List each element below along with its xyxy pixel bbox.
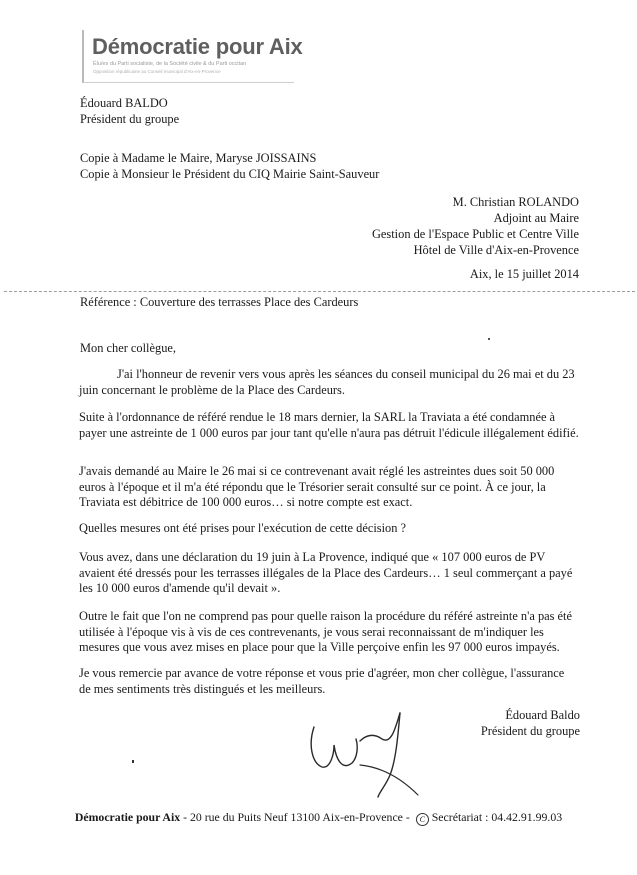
signature-name: Édouard Baldo [505, 708, 580, 722]
body-paragraph [79, 464, 579, 511]
footer [0, 810, 637, 826]
footer-org: Démocratie pour Aix [74, 810, 181, 824]
paragraph-text: J'avais demandé au Maire le 26 mai si ce contrevenant avait réglé les astreintes dues soit 50 000 euros à l'époque et il m'a été répondu que le Trésorier serait consulté sur ce point. À ce jour, la Traviata est débitrice de 100 000 euros… si notre compte est exact. [79, 464, 555, 509]
body-paragraph [79, 410, 579, 441]
paragraph-text: Suite à l'ordonnance de référé rendue le 18 mars dernier, la SARL la Traviata a été condamnée à payer une astreinte de 1 000 euros par jour tant qu'elle n'aura pas détruit l'édicule illégalement édifié. [79, 410, 579, 440]
salutation: Mon cher collègue, [80, 341, 176, 355]
letterhead-title: Démocratie pour Aix [92, 34, 303, 59]
copy-line-ciq: Copie à Monsieur le Président du CIQ Mairie Saint-Sauveur [80, 167, 380, 181]
paragraph-text: Quelles mesures ont été prises pour l'exécution de cette décision ? [79, 521, 407, 535]
ink-speck [132, 760, 134, 763]
paragraph-text: Outre le fait que l'on ne comprend pas pour quelle raison la procédure du référé astreinte n'a pas été utilisée à l'époque vis à vis de ces contrevenants, je vous serai reconnaissant de m'indiquer les mesures que vous avez mises en place pour que la Ville perçoive enfin les 97 000 euros impayés. [79, 609, 572, 654]
reference-line: Référence : Couverture des terrasses Place des Cardeurs [80, 295, 359, 309]
footer-address: - 20 rue du Puits Neuf 13100 Aix-en-Provence - [180, 810, 413, 824]
recipient-title: Adjoint au Maire [493, 211, 579, 225]
sender-role: Président du groupe [80, 112, 180, 126]
ink-speck [488, 338, 490, 340]
phone-icon: C [416, 813, 429, 826]
copy-line-mayor: Copie à Madame le Maire, Maryse JOISSAINS [80, 151, 317, 165]
paragraph-text: Je vous remercie par avance de votre réponse et vous prie d'agréer, mon cher collègue, l'assurance de mes sentiments très distingués et les meilleurs. [79, 666, 565, 696]
body-paragraph [79, 521, 579, 537]
place-date: Aix, le 15 juillet 2014 [469, 267, 579, 281]
recipient-address: Hôtel de Ville d'Aix-en-Provence [413, 243, 579, 257]
body-paragraph [79, 367, 579, 398]
separator-line [4, 291, 635, 292]
footer-phone: Secrétariat : 04.42.91.99.03 [431, 810, 563, 824]
recipient-department: Gestion de l'Espace Public et Centre Ville [371, 227, 579, 241]
signature-role: Président du groupe [480, 724, 580, 738]
body-paragraph [79, 609, 579, 656]
handwritten-signature [300, 705, 440, 805]
letterhead-subtitle-2: Opposition républicaine au Conseil municipal d'Aix-en-Provence [93, 69, 221, 74]
letterhead-subtitle: Élu/es du Parti socialiste, de la Société civile & du Parti occitan [93, 61, 247, 67]
body-paragraph [79, 550, 579, 597]
recipient-name: M. Christian ROLANDO [452, 195, 579, 209]
body-paragraph [79, 666, 579, 697]
paragraph-text: J'ai l'honneur de revenir vers vous après les séances du conseil municipal du 26 mai et du 23 juin concernant le problème de la Place des Cardeurs. [79, 367, 575, 397]
paragraph-text: Vous avez, dans une déclaration du 19 juin à La Provence, indiqué que « 107 000 euros de PV avaient été dressés pour les terrasses illégales de la Place des Cardeurs… 1 seul commerçant a payé les 10 000 euros d'amende qu'il devait ». [79, 550, 573, 595]
sender-name: Édouard BALDO [80, 96, 168, 110]
